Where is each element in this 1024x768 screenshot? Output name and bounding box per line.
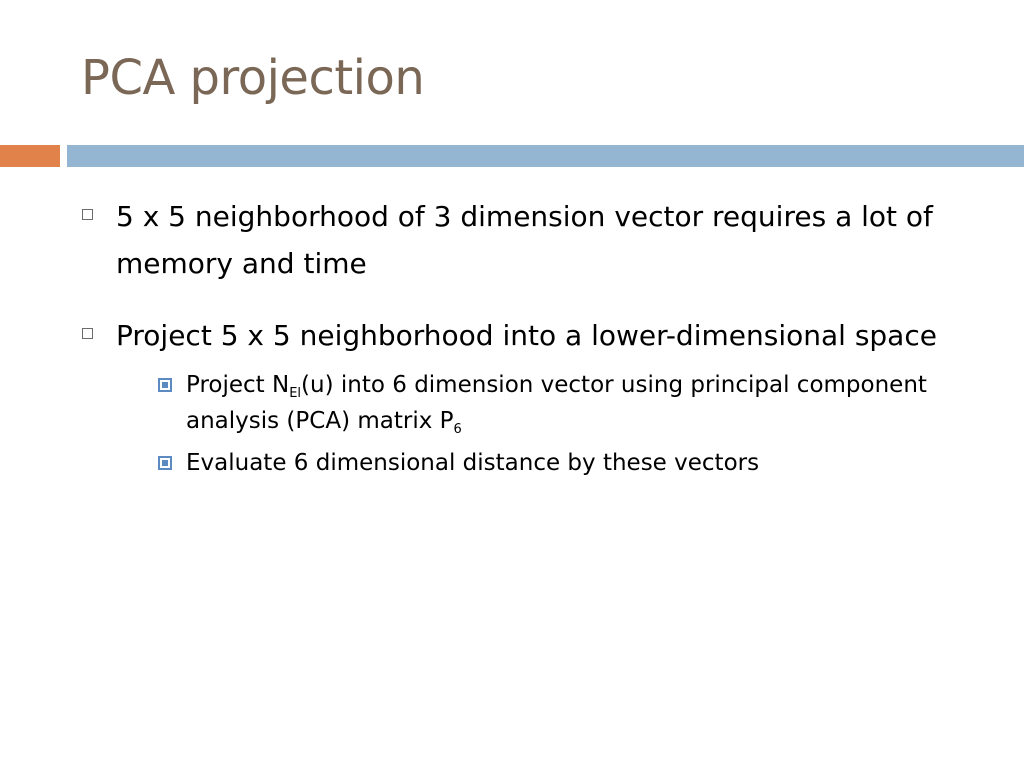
bullet-text: 5 x 5 neighborhood of 3 dimension vector requires a lot of memory and time: [116, 200, 933, 280]
sub-bullet-text-prefix: Project N: [186, 372, 290, 398]
sub-bullet-item: [116, 445, 980, 481]
title-accent-bar-left: [0, 145, 60, 167]
bullet-item: [80, 193, 980, 287]
hollow-square-bullet-icon: [82, 209, 93, 220]
sub-bullet-text-middle: (u) into 6 dimension vector using principal component analysis (PCA) matrix P: [186, 372, 927, 434]
filled-square-bullet-icon: [158, 378, 172, 392]
subscript-el: El: [289, 386, 302, 401]
sub-bullet-text: Evaluate 6 dimensional distance by these vectors: [186, 450, 760, 476]
filled-square-bullet-icon: [158, 456, 172, 470]
slide-body: [80, 193, 980, 481]
sub-bullet-list: [116, 367, 980, 481]
title-accent-bar-right: [67, 145, 1024, 167]
bullet-text: Project 5 x 5 neighborhood into a lower-dimensional space: [116, 319, 937, 352]
slide-title: PCA projection: [81, 50, 425, 106]
subscript-6: 6: [453, 422, 462, 437]
sub-bullet-item: [116, 367, 980, 439]
hollow-square-bullet-icon: [82, 328, 93, 339]
bullet-item: [80, 312, 980, 481]
